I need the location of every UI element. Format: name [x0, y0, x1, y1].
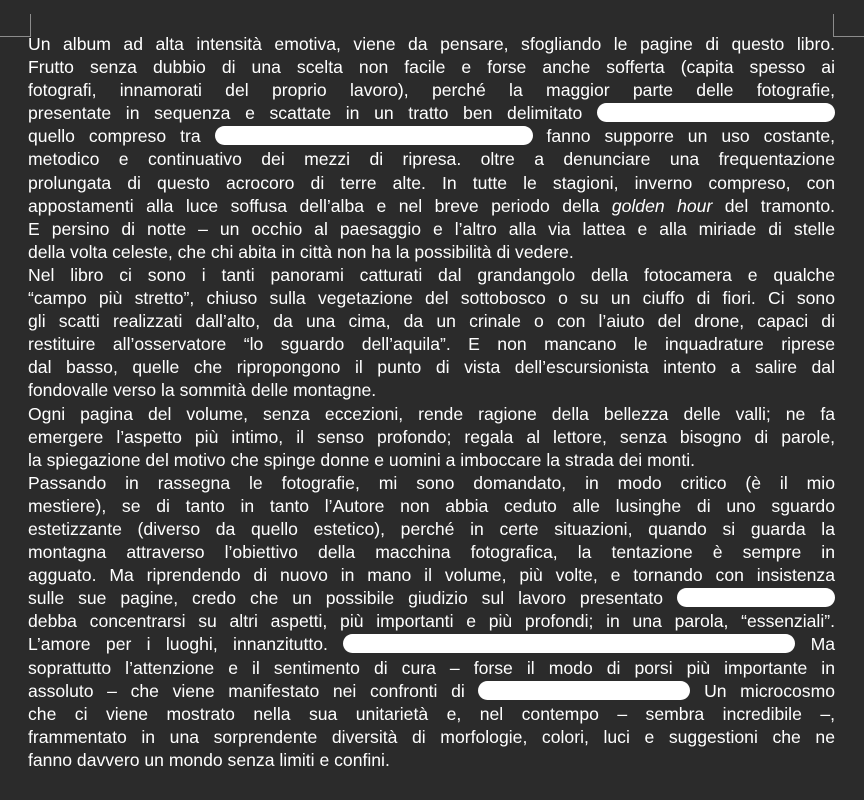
line-text: del tramonto.: [712, 195, 836, 216]
text-line: [28, 356, 835, 379]
text-line: [28, 657, 835, 680]
line-text: L’amore per i luoghi, innanzitutto.: [28, 634, 328, 655]
line-text: fanno davvero un mondo senza limiti e confini.: [28, 749, 390, 770]
line-text: “campo più stretto”, chiuso sulla vegetazione del sottobosco o su un ciuffo di fiori. Ci sono: [28, 288, 835, 309]
document-body[interactable]: [28, 33, 835, 772]
text-line: [28, 541, 835, 564]
redaction-box: [343, 634, 795, 653]
line-text: Ma: [810, 634, 836, 655]
text-line: [28, 564, 835, 587]
line-text: Ogni pagina del volume, senza eccezioni, rende ragione della bellezza delle valli; ne fa: [28, 403, 835, 424]
text-line: [28, 125, 835, 148]
text-line: [28, 449, 835, 472]
text-line: [28, 426, 835, 449]
text-line: [28, 379, 835, 402]
text-line: [28, 472, 835, 495]
text-line: [28, 102, 835, 125]
text-line: [28, 633, 835, 656]
line-text: Passando in rassegna le fotografie, mi sono domandato, in modo critico (è il mio: [28, 472, 835, 493]
line-text: presentate in sequenza e scattate in un tratto ben delimitato: [28, 103, 583, 124]
line-text: E persino di notte – un occhio al paesaggio e l’altro alla via lattea e alla miriade di stelle: [28, 218, 835, 239]
italic-text: golden hour: [611, 195, 713, 216]
text-line: [28, 680, 835, 703]
text-line: [28, 726, 835, 749]
line-text: dal basso, quelle che ripropongono il punto di vista dell’escursionista intento a salire dal: [28, 357, 835, 378]
redaction-box: [478, 681, 690, 700]
text-line: [28, 495, 835, 518]
line-text: la spiegazione del motivo che spinge donne e uomini a imboccare la strada dei monti.: [28, 449, 695, 470]
line-text: emergere l’aspetto più intimo, il senso profondo; regala al lettore, senza bisogno di parole,: [28, 426, 835, 447]
text-line: [28, 310, 835, 333]
line-text: gli scatti realizzati dall’alto, da una cima, da un crinale o con l’aiuto del drone, capaci di: [28, 311, 835, 332]
text-line: [28, 195, 835, 218]
line-text: assoluto – che viene manifestato nei confronti di: [28, 680, 465, 701]
text-line: [28, 56, 835, 79]
text-line: [28, 518, 835, 541]
line-text: metodico e continuativo dei mezzi di ripresa. oltre a denunciare una frequentazione: [28, 149, 835, 170]
line-text: mestiere), se di tanto in tanto l’Autore non abbia ceduto alle lusinghe di uno sguardo: [28, 495, 835, 516]
text-line: [28, 241, 835, 264]
line-text: soprattutto l’attenzione e il sentimento di cura – forse il modo di porsi più importante in: [28, 657, 835, 678]
text-line: [28, 33, 835, 56]
line-text: agguato. Ma riprendendo di nuovo in mano il volume, più volte, e tornando con insistenza: [28, 565, 835, 586]
line-text: restituire all’osservatore “lo sguardo dell’aquila”. E non mancano le inquadrature riprese: [28, 334, 835, 355]
line-text: quello compreso tra: [28, 126, 201, 147]
text-line: [28, 172, 835, 195]
line-text: sulle sue pagine, credo che un possibile giudizio sul lavoro presentato: [28, 588, 664, 609]
redaction-box: [597, 103, 835, 122]
line-text: Un album ad alta intensità emotiva, viene da pensare, sfogliando le pagine di questo libro.: [28, 34, 835, 54]
line-text: della volta celeste, che chi abita in città non ha la possibilità di vedere.: [28, 241, 574, 262]
text-line: [28, 218, 835, 241]
text-line: [28, 287, 835, 310]
line-text: prolungata di questo acrocoro di terre alte. In tutte le stagioni, inverno compreso, con: [28, 172, 835, 193]
text-line: [28, 148, 835, 171]
redaction-box: [677, 588, 835, 607]
redaction-box: [215, 126, 533, 145]
text-line: [28, 610, 835, 633]
line-text: appostamenti alla luce soffusa dell’alba e nel breve periodo della: [28, 195, 612, 216]
text-line: [28, 587, 835, 610]
line-text: che ci viene mostrato nella sua unitarietà e, nel contempo – sembra incredibile –,: [28, 703, 835, 724]
line-text: Nel libro ci sono i tanti panorami catturati dal grandangolo della fotocamera e qualche: [28, 264, 835, 285]
line-text: montagna attraverso l’obiettivo della macchina fotografica, la tentazione è sempre in: [28, 542, 835, 563]
line-text: fotografi, innamorati del proprio lavoro), perché la maggior parte delle fotografie,: [28, 80, 835, 101]
crop-mark-top-right: [833, 14, 864, 37]
text-line: [28, 749, 835, 772]
line-text: Frutto senza dubbio di una scelta non facile e forse anche sofferta (capita spesso ai: [28, 57, 835, 78]
text-line: [28, 333, 835, 356]
line-text: estetizzante (diverso da quello estetico), perché in certe situazioni, quando si guarda la: [28, 518, 835, 539]
crop-mark-top-left: [0, 14, 31, 37]
text-line: [28, 703, 835, 726]
line-text: fanno supporre un uso costante,: [546, 126, 836, 147]
text-line: [28, 403, 835, 426]
line-text: debba concentrarsi su altri aspetti, più importanti e più profondi; in una parola, “essenziali”.: [28, 611, 835, 632]
line-text: fondovalle verso la sommità delle montagne.: [28, 380, 377, 401]
line-text: frammentato in una sorprendente diversità di morfologie, colori, luci e suggestioni che ne: [28, 726, 835, 747]
line-text: Un microcosmo: [704, 680, 836, 701]
text-line: [28, 79, 835, 102]
text-line: [28, 264, 835, 287]
